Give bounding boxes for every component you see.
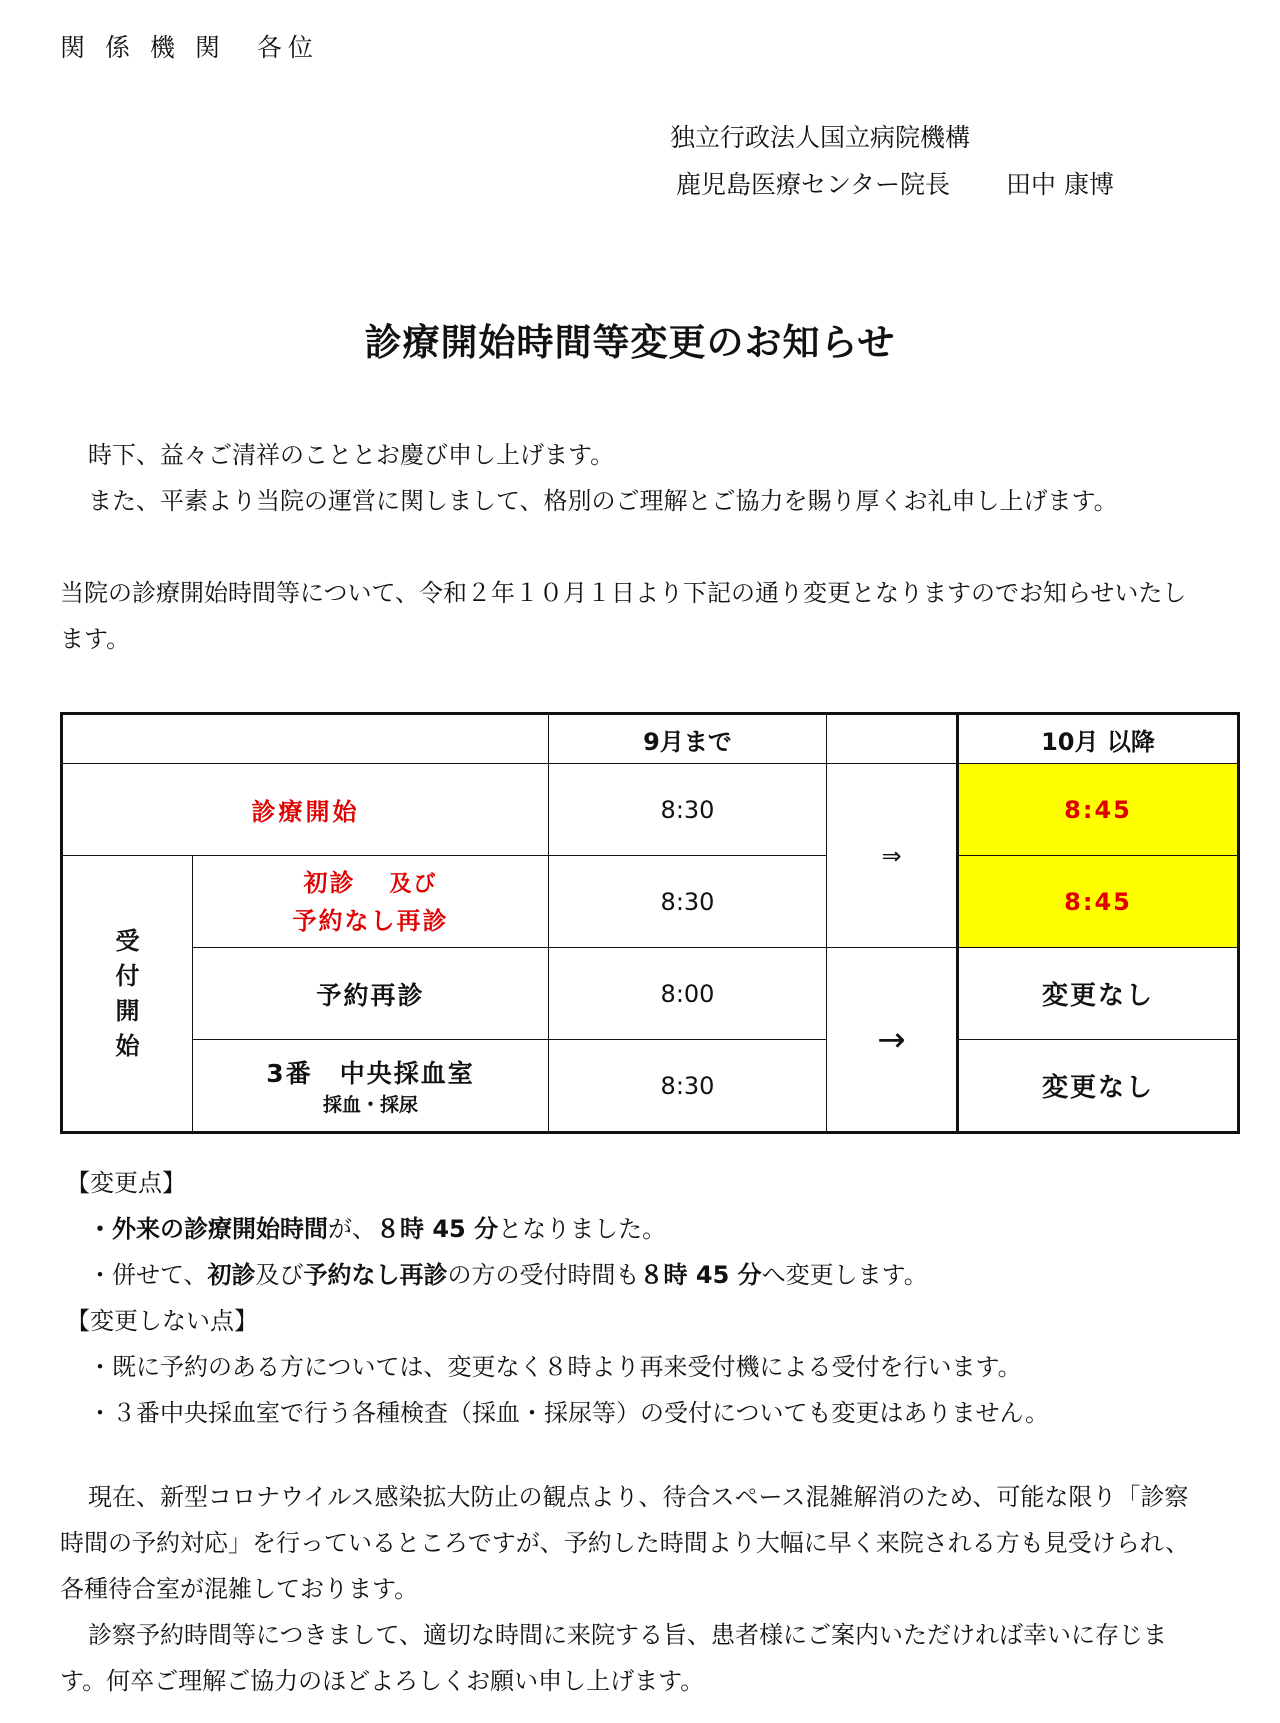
first-visit-text: 初診	[303, 868, 356, 897]
header-after: 10月 以降	[958, 714, 1239, 764]
table-row	[62, 948, 1239, 1040]
table-row	[62, 856, 1239, 948]
intro-paragraph-3: 当院の診療開始時間等について、令和２年１０月１日より下記の通り変更となりますのでお知らせいたします。	[60, 579, 1187, 653]
change-2-start: ・併せて、	[88, 1261, 208, 1289]
table-row	[62, 764, 1239, 856]
header-arrow-cell	[827, 714, 958, 764]
no-change-bullet-1: ・既に予約のある方については、変更なく８時より再来受付機による受付を行います。	[88, 1353, 1022, 1381]
same-arrow-icon: →	[827, 948, 958, 1133]
schedule-table	[60, 712, 1240, 1134]
header-before: 9月まで	[549, 714, 827, 764]
after-blood: 変更なし	[958, 1040, 1239, 1133]
row-first-visit-label	[193, 856, 549, 948]
before-reserved-time: 8:00	[549, 948, 827, 1040]
first-visit-and: 及び	[389, 871, 438, 897]
change-1-time: ８時 45 分	[376, 1215, 499, 1243]
blood-room-sub: 採血・採尿	[322, 1094, 418, 1116]
change-arrow-icon: ⇒	[827, 764, 958, 948]
first-visit-text-2: 予約なし再診	[292, 906, 449, 935]
closing-paragraph-1: 現在、新型コロナウイルス感染拡大防止の観点より、待合スペース混雑解消のため、可能な限り「診察時間の予約対応」を行っているところですが、予約した時間より大幅に早く来院される方も見受けられ、各種待合室が混雑しております。	[60, 1483, 1190, 1603]
before-start-time: 8:30	[549, 764, 827, 856]
reception-label	[62, 856, 193, 1133]
changes-heading: 【変更点】	[66, 1169, 186, 1197]
after-reserved: 変更なし	[958, 948, 1239, 1040]
change-1-end: となりました。	[498, 1215, 667, 1243]
row-reserved-label: 予約再診	[193, 948, 549, 1040]
sender-title: 鹿児島医療センター院長	[676, 170, 951, 199]
change-bullet-2	[88, 1255, 928, 1290]
change-2-mid2: の方の受付時間も	[447, 1261, 640, 1289]
header-empty-cell	[62, 714, 549, 764]
sender-name: 田中 康博	[1006, 170, 1114, 199]
change-2-mid1: 及び	[255, 1261, 304, 1289]
document-title: 診療開始時間等変更のお知らせ	[364, 321, 896, 364]
row-start-label: 診療開始	[62, 764, 549, 856]
change-2-end: へ変更します。	[761, 1261, 928, 1289]
after-first-time: 8:45	[958, 856, 1239, 948]
no-changes-heading: 【変更しない点】	[66, 1307, 258, 1335]
change-1-mid: が、	[328, 1215, 376, 1243]
recipient-line: 関 係 機 関 各位	[60, 33, 319, 62]
intro-paragraph-1: 時下、益々ご清祥のこととお慶び申し上げます。	[88, 441, 615, 469]
table-row	[62, 1040, 1239, 1133]
closing-paragraph-2: 診察予約時間等につきまして、適切な時間に来院する旨、患者様にご案内いただければ幸いに存じます。何卒ご理解ご協力のほどよろしくお願い申し上げます。	[60, 1621, 1168, 1695]
after-start-time: 8:45	[958, 764, 1239, 856]
sender-organization: 独立行政法人国立病院機構	[670, 123, 971, 152]
before-blood-time: 8:30	[549, 1040, 827, 1133]
table-header-row	[62, 714, 1239, 764]
row-blood-label	[193, 1040, 549, 1133]
reception-vertical-text: 受付開始	[115, 926, 140, 1060]
intro-paragraph-2: また、平素より当院の運営に関しまして、格別のご理解とご協力を賜り厚くお礼申し上げます。	[88, 487, 1118, 515]
blood-room-text: 3番 中央採血室	[266, 1059, 475, 1088]
change-2-bold2: 予約なし再診	[303, 1261, 448, 1289]
no-change-bullet-2: ・３番中央採血室で行う各種検査（採血・採尿等）の受付についても変更はありません。	[88, 1399, 1049, 1427]
change-2-bold1: 初診	[207, 1261, 256, 1289]
change-1-bold: ・外来の診療開始時間	[88, 1215, 328, 1243]
change-2-time: ８時 45 分	[639, 1261, 762, 1289]
sender-line	[676, 165, 1114, 201]
before-first-time: 8:30	[549, 856, 827, 948]
change-bullet-1	[88, 1209, 666, 1244]
